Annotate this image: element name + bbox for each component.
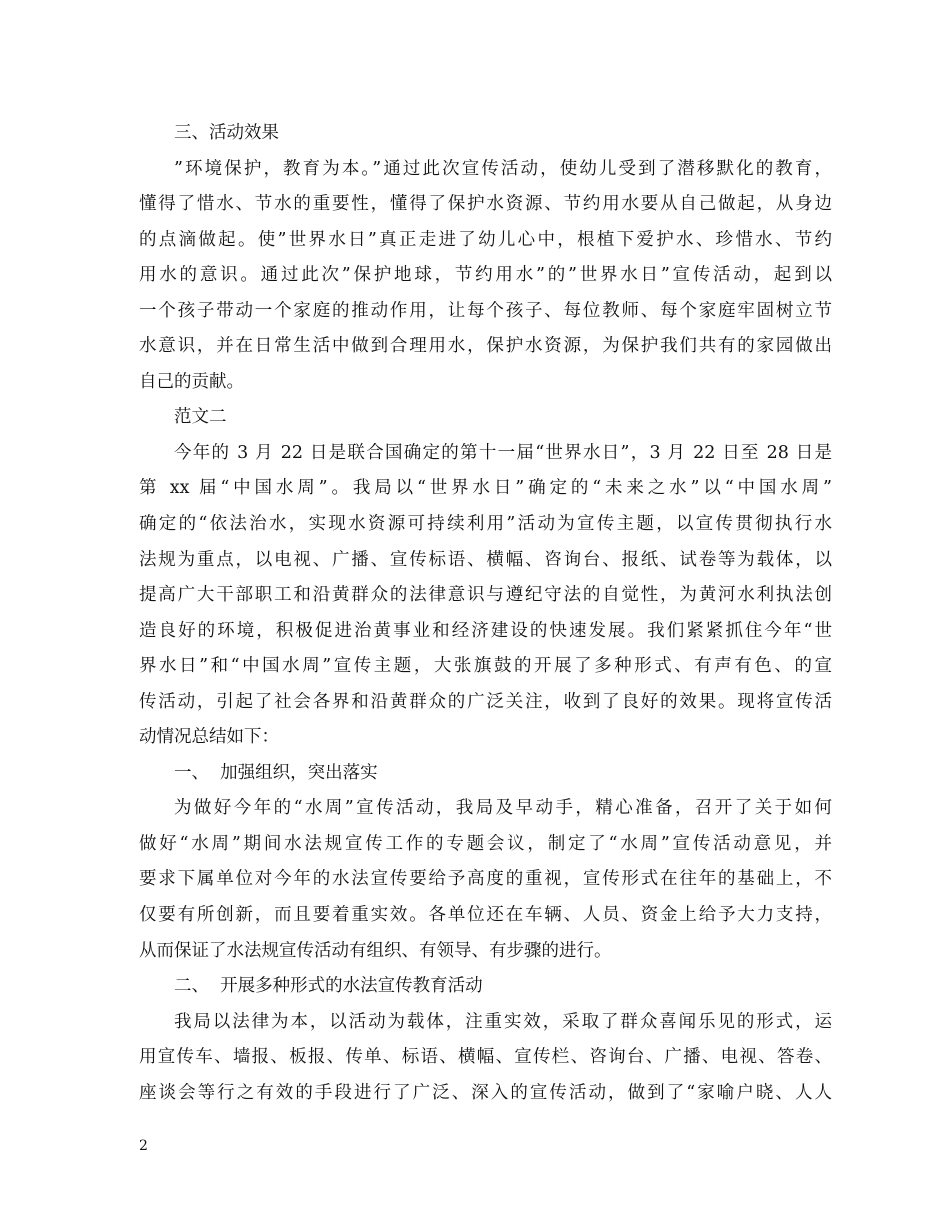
paragraph-line: ”环境保护，教育为本。”通过此次宣传活动，使幼儿受到了潜移默化的教育， xyxy=(174,158,832,179)
sample-heading: 范文二 xyxy=(174,407,227,428)
paragraph-line: 动情况总结如下： xyxy=(139,727,279,748)
paragraph-line: 为做好今年的“水周”宣传活动，我局及早动手，精心准备，召开了关于如何 xyxy=(174,798,832,819)
paragraph-line: 要求下属单位对今年的水法宣传要给予高度的重视，宣传形式在往年的基础上，不 xyxy=(139,869,832,890)
paragraph-line: 用水的意识。通过此次”保护地球，节约用水”的”世界水日”宣传活动，起到以 xyxy=(139,265,832,286)
paragraph-line: 传活动，引起了社会各界和沿黄群众的广泛关注，收到了良好的效果。现将宣传活 xyxy=(139,691,832,712)
paragraph-line: 今年的 3 月 22 日是联合国确定的第十一届“世界水日”，3 月 22 日至 28 日是 xyxy=(174,442,832,463)
paragraph-line: 仅要有所创新，而且要着重实效。各单位还在车辆、人员、资金上给予大力支持， xyxy=(139,905,832,926)
paragraph-line: 界水日”和“中国水周”宣传主题，大张旗鼓的开展了多种形式、有声有色、的宣 xyxy=(139,656,832,677)
paragraph-line: 确定的“依法治水，实现水资源可持续利用”活动为宣传主题，以宣传贯彻执行水 xyxy=(139,514,832,535)
paragraph-line: 座谈会等行之有效的手段进行了广泛、深入的宣传活动，做到了“家喻户晓、人人 xyxy=(139,1082,832,1103)
section-heading-effects: 三、活动效果 xyxy=(174,123,279,143)
paragraph-line: 法规为重点，以电视、广播、宣传标语、横幅、咨询台、报纸、试卷等为载体，以 xyxy=(139,549,832,570)
paragraph-line: 的点滴做起。使”世界水日”真正走进了幼儿心中，根植下爱护水、珍惜水、节约 xyxy=(139,229,832,250)
paragraph-line: 一个孩子带动一个家庭的推动作用，让每个孩子、每位教师、每个家庭牢固树立节 xyxy=(139,300,832,321)
paragraph-line: 自己的贡献。 xyxy=(139,371,244,392)
section-heading-organization: 一、 加强组织，突出落实 xyxy=(174,762,378,783)
section-heading-activities: 二、 开展多种形式的水法宣传教育活动 xyxy=(174,976,483,997)
document-body xyxy=(139,116,832,1111)
paragraph-line: 造良好的环境，积极促进治黄事业和经济建设的快速发展。我们紧紧抓住今年“世 xyxy=(139,620,832,641)
paragraph-line: 从而保证了水法规宣传活动有组织、有领导、有步骤的进行。 xyxy=(139,940,612,961)
paragraph-line: 懂得了惜水、节水的重要性，懂得了保护水资源、节约用水要从自己做起，从身边 xyxy=(139,194,832,215)
paragraph-line: 第 xx 届“中国水周”。我局以“世界水日”确定的“未来之水”以“中国水周” xyxy=(139,478,832,499)
paragraph-line: 我局以法律为本，以活动为载体，注重实效，采取了群众喜闻乐见的形式，运 xyxy=(174,1011,832,1032)
paragraph-line: 用宣传车、墙报、板报、传单、标语、横幅、宣传栏、咨询台、广播、电视、答卷、 xyxy=(139,1047,832,1068)
paragraph-line: 水意识，并在日常生活中做到合理用水，保护水资源，为保护我们共有的家园做出 xyxy=(139,336,832,357)
paragraph-line: 做好“水周”期间水法规宣传工作的专题会议，制定了“水周”宣传活动意见，并 xyxy=(139,833,832,854)
paragraph-line: 提高广大干部职工和沿黄群众的法律意识与遵纪守法的自觉性，为黄河水利执法创 xyxy=(139,585,832,606)
page-number: 2 xyxy=(139,1138,148,1154)
